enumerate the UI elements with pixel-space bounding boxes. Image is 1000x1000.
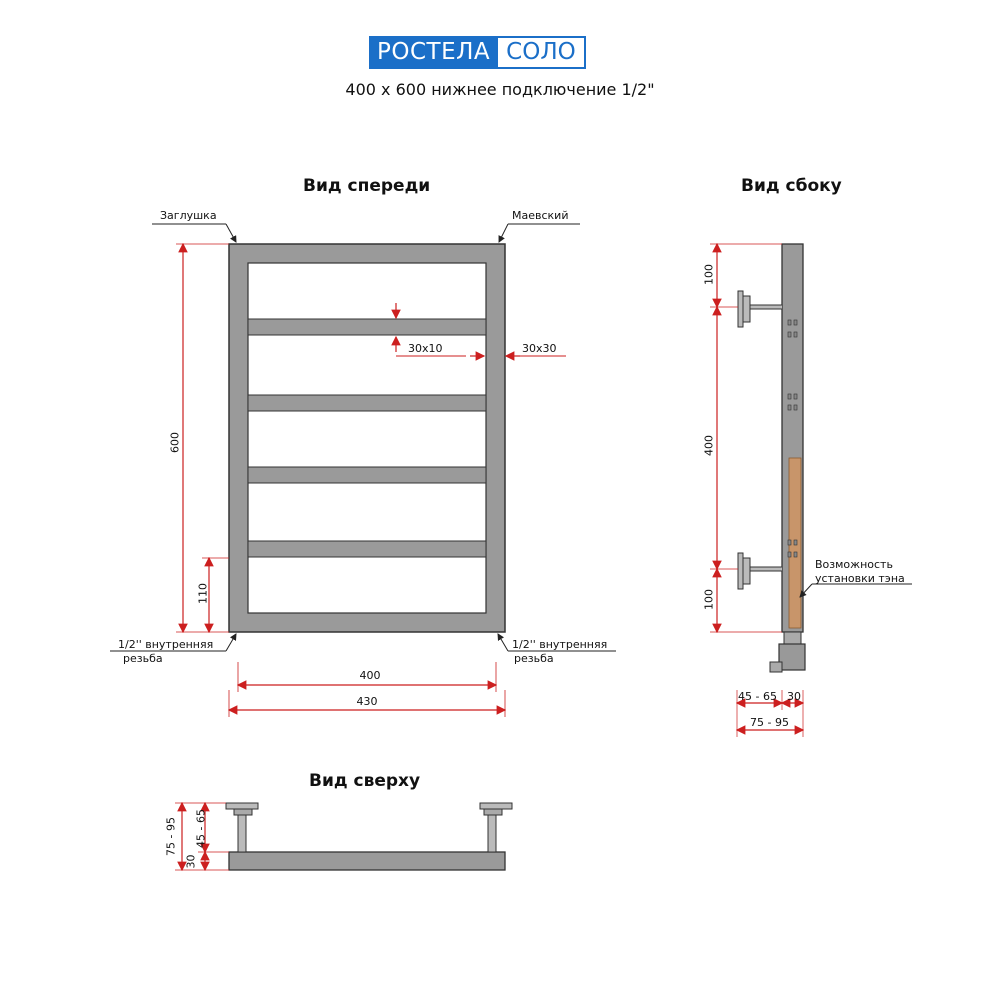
crossbar — [248, 467, 486, 483]
thread-label-right: 1/2'' внутренняя — [512, 638, 608, 651]
thread-label-left-2: резьба — [123, 652, 163, 665]
side-view-drawing — [710, 244, 912, 737]
frame-inner — [248, 263, 486, 613]
outer-width-dim: 430 — [356, 695, 378, 708]
side-total-depth-dim: 75 - 95 — [750, 716, 789, 729]
side-depth-dim: 45 - 65 — [738, 690, 777, 703]
connection-fitting — [779, 644, 805, 670]
height-dim: 600 — [168, 432, 182, 453]
side-tube-dim: 30 — [787, 690, 801, 703]
bottom-offset-dim: 110 — [196, 583, 210, 604]
crossbar — [248, 319, 486, 335]
model-name: СОЛО — [498, 36, 586, 69]
side-top-dim: 100 — [702, 264, 716, 285]
front-view-title: Вид спереди — [303, 176, 431, 196]
thread-label-right-2: резьба — [514, 652, 554, 665]
top-pipe — [229, 852, 505, 870]
thread-label-left: 1/2'' внутренняя — [118, 638, 214, 651]
crossbar — [248, 541, 486, 557]
heater-label-2: установки тэна — [815, 572, 905, 585]
top-total-dim: 75 - 95 — [164, 817, 178, 856]
product-subtitle: 400 х 600 нижнее подключение 1/2" — [345, 80, 655, 99]
frame-section-dim: 30х30 — [522, 342, 557, 355]
crossbar — [248, 395, 486, 411]
top-view-drawing — [175, 803, 512, 870]
side-middle-dim: 400 — [702, 435, 716, 456]
top-view-title: Вид сверху — [309, 771, 421, 791]
plug-label: Заглушка — [160, 209, 217, 222]
mayevsky-label: Маевский — [512, 209, 569, 222]
top-tube-dim: 30 — [184, 854, 198, 869]
side-view-title: Вид сбоку — [741, 176, 842, 196]
brand-name: РОСТЕЛА — [369, 36, 498, 69]
top-depth-dim: 45 - 65 — [194, 809, 208, 848]
heater-label: Возможность — [815, 558, 893, 571]
inner-width-dim: 400 — [359, 669, 381, 682]
side-bottom-dim: 100 — [702, 589, 716, 610]
crossbar-section-dim: 30х10 — [408, 342, 443, 355]
